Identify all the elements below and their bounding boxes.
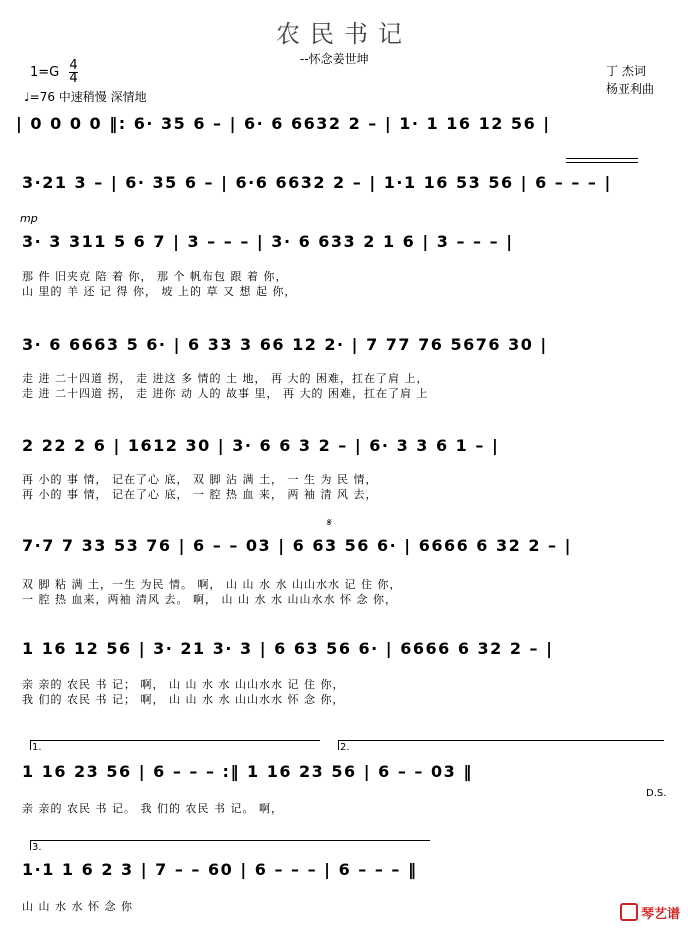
key-prefix: 1=G [30,65,60,80]
lyric-row-8: 亲 亲的 农民 书 记。 我 们的 农民 书 记。 啊， [22,802,283,815]
volta-3-bracket [30,840,430,841]
lyric-row-4-verse-2: 走 进 二十四道 拐， 走 进你 动 人的 故事 里， 再 大的 困难，扛在了肩 上 [22,387,429,400]
lyric-row-6-verse-1: 双 脚 粘 满 土，一生 为民 情。 啊， 山 山 水 水 山山水水 记 住 你， [22,578,402,591]
song-subtitle: --怀念姜世坤 [300,52,369,66]
lyric-row-3-verse-1: 那 件 旧夹克 陪 着 你， 那 个 帆布包 跟 着 你， [22,270,288,283]
score-row-5: 2 22 2 6 | 1612 30 | 3· 6 6 3 2 – | 6· 3 3 6 1 – | [22,436,500,455]
volta-1-bracket [30,740,320,741]
score-row-3: 3· 3 311 5 6 7 | 3 – – – | 3· 6 633 2 1 6 | 3 – – – | [22,232,514,251]
site-logo [620,903,680,922]
lyric-row-4-verse-1: 走 进 二十四道 拐， 走 进这 多 情的 土 地， 再 大的 困难，扛在了肩 上， [22,372,429,385]
volta-3-label: 3. [32,842,42,853]
decrescendo-mark-lower [566,162,638,163]
dal-segno-mark: D.S. [646,788,667,799]
composer: 杨亚利曲 [606,82,655,96]
lyric-row-9: 山 山 水 水 怀 念 你 [22,900,133,913]
volta-1-bracket-edge [30,740,31,750]
score-row-7: 1 16 12 56 | 3· 21 3· 3 | 6 63 56 6· | 6666 6 32 2 – | [22,639,554,658]
lyric-row-5-verse-1: 再 小的 事 情， 记在了心 底， 双 脚 沾 满 土， 一 生 为 民 情， [22,473,378,486]
dynamic-mp: mp [20,212,38,225]
score-row-9: 1·1 1 6 2 3 | 7 – – 60 | 6 – – – | 6 – – – ‖ [22,860,418,879]
lyric-row-5-verse-2: 再 小的 事 情， 记在了心 底， 一 腔 热 血 来， 两 袖 清 风 去， [22,488,378,501]
logo-icon [620,903,638,921]
tempo-marking: ♩=76 中速稍慢 深情地 [24,90,147,104]
volta-3-bracket-edge [30,840,31,850]
volta-2-bracket [338,740,664,741]
lyric-row-3-verse-2: 山 里的 羊 还 记 得 你， 坡 上的 草 又 想 起 你， [22,285,297,298]
key-signature [30,60,78,85]
score-row-6: 7·7 7 33 53 76 | 6 – – 03 | 6 63 56 6· | 6666 6 32 2 – | [22,536,572,555]
time-signature [69,60,77,85]
volta-1-label: 1. [32,742,42,753]
segno-mark: 𝄋 [326,516,331,529]
score-row-4: 3· 6 6663 5 6· | 6 33 3 66 12 2· | 7 77 76 5676 30 | [22,335,548,354]
song-title: 农民书记 [276,20,412,48]
volta-2-label: 2. [340,742,350,753]
score-row-2: 3·21 3 – | 6· 35 6 – | 6·6 6632 2 – | 1·1 16 53 56 | 6 – – – | [22,173,612,192]
score-row-1: | 0 0 0 0 ‖: 6· 35 6 – | 6· 6 6632 2 – | 1· 1 16 12 56 | [16,114,551,133]
volta-2-bracket-edge [338,740,339,750]
lyric-row-7-verse-2: 我 们的 农民 书 记； 啊， 山 山 水 水 山山水水 怀 念 你， [22,693,345,706]
time-bottom: 4 [69,71,78,86]
logo-text: 琴艺谱 [640,907,680,922]
decrescendo-mark [566,158,638,159]
lyric-row-7-verse-1: 亲 亲的 农民 书 记； 啊， 山 山 水 水 山山水水 记 住 你， [22,678,345,691]
lyricist: 丁 杰词 [606,64,646,78]
lyric-row-6-verse-2: 一 腔 热 血来，两袖 清风 去。 啊， 山 山 水 水 山山水水 怀 念 你， [22,593,397,606]
score-row-8: 1 16 23 56 | 6 – – – :‖ 1 16 23 56 | 6 – – 03 ‖ [22,762,473,781]
time-top: 4 [69,58,78,73]
